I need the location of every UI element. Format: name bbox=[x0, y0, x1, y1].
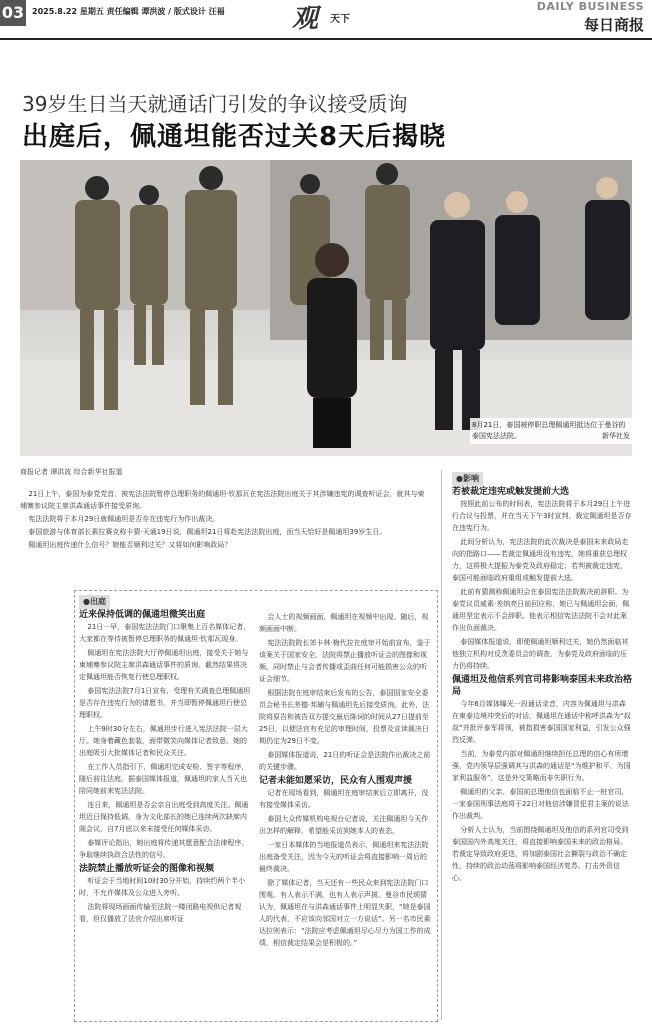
paragraph: 一家日本媒体的当地报道员表示，佩通坦来宪法法院出庭备受关注，因为今天的听证会将直接影响一周后的最终裁决。 bbox=[259, 841, 429, 873]
subhead: 记者未能如愿采访，民众有人围观声援 bbox=[259, 776, 413, 786]
paragraph: 听证会于当地时间10时30分开始，持续约两个半小时，不允许媒体及公众进入旁听。 bbox=[79, 877, 246, 897]
paragraph: 佩通坦的父亲、泰国前总理他信也面临不止一桩官司，一家泰国刑事法庭将于22日对他信涉嫌冒犯君主案的说法作出裁判。 bbox=[452, 788, 629, 820]
lead-paragraph: 泰国旅游与体育部长素拉赛克称卡猜·天通19日说，佩通坦21日将赴宪法法院出庭，而当天恰好是佩通坦39岁生日。 bbox=[28, 528, 387, 536]
paragraph: 此间分析认为，宪法法院的此次裁决是泰国未来政局走向的指路口——若裁定佩通坦没有违宪，她将重获总理权力，这将极大提振为泰党及政府稳定；若判被裁定违宪，泰国可能面临政府重组或触发提前大选。 bbox=[452, 538, 629, 582]
section-impact bbox=[452, 472, 632, 886]
paragraph: 泰国媒体报道说，即便佩通坦顺利过关，她仍然面临其他独立机构对反贪委员会的调查，为泰党及政府面临的压力仍将持续。 bbox=[452, 638, 629, 670]
paragraph: 泰国大众传媒机构电视台记者说，关注佩通坦今天作出怎样的解释，希望能采访到她本人的表态。 bbox=[259, 815, 429, 835]
lead-paragraph: 宪法法院将于本月29日就佩通坦是否存在违宪行为作出裁决。 bbox=[28, 515, 220, 523]
section-tag: ●出庭 bbox=[79, 595, 110, 609]
subhead: 近来保持低调的佩通坦微笑出庭 bbox=[79, 610, 206, 620]
paragraph: 连日来，佩通坦是否会亲自出庭受到高度关注。佩通坦近日保持低调，身为文化部长的她已连续两次缺席内阁会议，自7月底以来未接受任何媒体采访。 bbox=[79, 801, 249, 833]
paragraph: 分析人士认为，当前围绕佩通坦及他信的系列官司受到泰国国内外高度关注，将直接影响泰国未来的政治格局。若裁定导致政府更迭，将加剧泰国社会撕裂与政治不确定性，持续的政治动荡将影响泰国经济复苏、打击外资信心。 bbox=[452, 826, 629, 882]
paragraph: 当前，为泰党内部对佩通坦继续担任总理的信心有所增强，党内领导层强调其与洪森的通话是“为维护和平、为国家利益服务”，这是外交策略而非失职行为。 bbox=[452, 750, 631, 782]
paragraph: 佩通坦在宪法法院大厅停佩通坦出庭，接受关于她与柬埔寨参议院主席洪森通话事件的质询。截然结果将决定佩通坦能否恢复行使总理职权。 bbox=[79, 649, 249, 681]
news-photo bbox=[20, 160, 632, 456]
section-tag: ●影响 bbox=[452, 472, 483, 486]
box-column-1 bbox=[79, 595, 253, 927]
paragraph: 根据法院在庭审结束后发布的公告，泰国国家安全委员会秘书长差德·邦辅与佩通坦先后接受质询。此外，法院将原告和被告双方提交最后陈词的时间从27日提前至25日，以便法官有充足的审理时间，投票及宣读裁决日期仍定为29日不变。 bbox=[259, 689, 430, 745]
photo-credit: 新华社发 bbox=[602, 432, 630, 440]
caption-text: 8月21日，泰国被停职总理佩通坦抵达位于曼谷的泰国宪法法院。 bbox=[472, 421, 626, 440]
article-headline: 出庭后，佩通坦能否过关8天后揭晓 bbox=[22, 122, 447, 152]
header-rule bbox=[0, 38, 652, 40]
paragraph: 除了媒体记者，当天还有一些民众来到宪法法院门口围观。有人表示不满，也有人表示声援。曼谷市民颂猜认为，佩通坦在与洪森通话事件上明显失职，“她是泰国人的代表，不应该向邻国对立一方说话”。另一名市民素达拉则表示：“法院应考虑佩通坦尽心尽力为国工作的成绩，相信裁定结果会是积极的。” bbox=[259, 879, 431, 947]
lead-paragraph: 佩通坦出庭传递什么信号？她能否顺利过关？又将如何影响政局？ bbox=[28, 541, 232, 549]
photo-caption bbox=[470, 418, 632, 444]
paragraph: 按照此前公布的时间表，宪法法院将于本月29日上午进行合议与投票，并在当天下午3时宣判，裁定佩通坦是否存在违宪行为。 bbox=[452, 500, 632, 532]
subhead: 法院禁止播放听证会的图像和视频 bbox=[79, 864, 215, 874]
subhead: 佩通坦及他信系列官司将影响泰国未来政治格局 bbox=[452, 675, 633, 697]
photo-illustration bbox=[20, 160, 632, 456]
column-divider bbox=[441, 470, 442, 1020]
paragraph: 泰国宪法法院7月1日宣布，受理有关调查总理佩通坦是否存在违宪行为的请愿书，并当即暂停佩通坦行使总理职权。 bbox=[79, 687, 251, 719]
paragraph: 21日一早，泰国宪法法院门口聚集上百名媒体记者，大家都在等待被暂停总理职务的佩通坦·钦那瓦现身。 bbox=[79, 623, 251, 643]
paragraph: 记者在现场看到，佩通坦在庭审结束后立即离开，没有接受媒体采访。 bbox=[259, 789, 429, 809]
paragraph: 宪法法院院长郊卡林·梅代拉在庭审开始前宣布，鉴于该案关于国家安全，法院将禁止播放听证会的图像和视频，同时禁止与会者传播或歪曲任何可能损害公众的听证会细节。 bbox=[259, 639, 431, 683]
paragraph: 今年6月媒体曝光一段通话录音，内容为佩通坦与洪森在柬泰边境冲突后的对话，佩通坦在通话中称呼洪森为“叔叔”并批评泰军将领，被指损害泰国国家利益，引发公众强烈反弹。 bbox=[452, 700, 631, 744]
lead-paragraphs bbox=[20, 488, 430, 552]
section-box-court bbox=[74, 590, 438, 1022]
paragraph: 此前有猜测称佩通坦会在泰国宪法法院裁决前辞职。为泰党议员威素·差纳亮日前回应称，她已与佩通坦会面，佩通坦坚定表示不会辞职。他表示相信宪法法院不会对此案作出负面裁决。 bbox=[452, 588, 630, 632]
brand-en: DAILY BUSINESS bbox=[536, 0, 644, 13]
edition-meta: 2025.8.22 星期五 责任编辑 谭洪波 / 版式设计 汪福 bbox=[32, 7, 225, 16]
box-column-2 bbox=[259, 611, 433, 951]
page-number: 03 bbox=[0, 0, 26, 26]
paragraph: 法院将现场画面传输至法院一楼闭路电视供记者观看，但仅播放了法官介绍出席听证 bbox=[79, 903, 242, 923]
byline: 商报记者 谭洪波 综合新华社报道 bbox=[20, 468, 123, 476]
paragraph: 会人士的视频画面，佩通坦在视频中出现。随后，视频画面中断。 bbox=[259, 613, 429, 633]
paragraph: 泰媒评论指出，她出庭将传递其愿意配合法律程序、争取继续执政合法性的信号。 bbox=[79, 839, 249, 859]
paragraph: 在工作人员指引下，佩通坦完成安检、签字等程序，随后前往法庭。据泰国媒体报道，佩通坦的家人当天也陪同她前来宪法法院。 bbox=[79, 763, 249, 795]
paragraph: 泰国媒体报道说，21日的听证会是法院作出裁决之前的关键步骤。 bbox=[259, 751, 431, 771]
section-logo-sub: 天下 bbox=[330, 14, 350, 25]
subhead: 若被裁定违宪或触发提前大选 bbox=[452, 487, 570, 497]
article-subtitle: 39岁生日当天就通话门引发的争议接受质询 bbox=[22, 92, 408, 116]
lead-paragraph: 21日上午，泰国为泰党党首、被宪法法院暂停总理职务的佩通坦·钦那瓦在宪法法院出庭关于其涉嫌违宪的调查听证会，就其与柬埔寨参议院主席洪森通话事件接受质询。 bbox=[20, 490, 425, 510]
brand-cn: 每日商报 bbox=[583, 16, 644, 34]
paragraph: 上午9时30分左右，佩通坦步行进入宪法法院一层大厅。她身着藏色套装，面带微笑向媒体记者致意。她的出庭吸引大批媒体记者和民众关注。 bbox=[79, 725, 248, 757]
section-logo: 观 bbox=[292, 4, 319, 34]
